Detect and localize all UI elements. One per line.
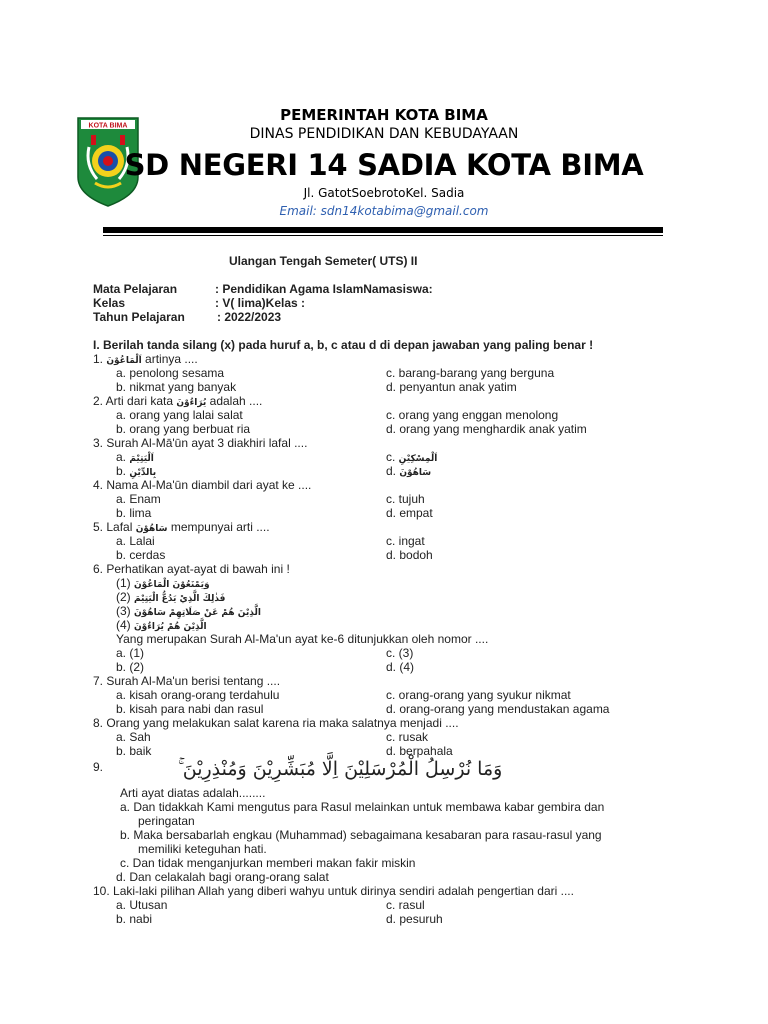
question-2: 2. Arti dari kata يُرَاءُوْنَ adalah ....	[93, 394, 263, 408]
q6-option-b: b. (2)	[116, 660, 145, 674]
header-divider-thin	[103, 235, 663, 236]
question-7: 7. Surah Al-Ma'un berisi tentang ....	[93, 674, 281, 688]
q9-option-d: d. Dan celakalah bagi orang-orang salat	[116, 870, 329, 884]
q6-verse-1: (1) وَيَمْنَعُوْنَ الْمَاعُوْنَ	[116, 576, 210, 590]
q6-option-a: a. (1)	[116, 646, 145, 660]
government-name: PEMERINTAH KOTA BIMA	[280, 106, 488, 124]
q7-option-d: d. orang-orang yang mendustakan agama	[386, 702, 610, 716]
q9-option-a-cont: peringatan	[138, 814, 195, 828]
instruction: I. Berilah tanda silang (x) pada huruf a, b, c atau d di depan jawaban yang paling benar !	[93, 338, 594, 352]
q3-option-d: d. سَاهُوْنَ	[386, 464, 432, 478]
q5-option-a: a. Lalai	[116, 534, 155, 548]
q4-option-b: b. lima	[116, 506, 152, 520]
q4-option-c: c. tujuh	[386, 492, 425, 506]
q10-option-d: d. pesuruh	[386, 912, 443, 926]
q9-option-b-cont: memiliki keteguhan hati.	[138, 842, 267, 856]
class-label: Kelas	[93, 296, 126, 310]
q3-option-c: c. اَلْمِسْكِيْنِ	[386, 450, 438, 464]
question-4: 4. Nama Al-Ma'ūn diambil dari ayat ke ....	[93, 478, 312, 492]
q2-option-d: d. orang yang menghardik anak yatim	[386, 422, 587, 436]
q6-verse-2: (2) فَذٰلِكَ الَّذِيْ يَدُعُّ الْيَتِيْمَ	[116, 590, 226, 604]
question-8: 8. Orang yang melakukan salat karena ria maka salatnya menjadi ....	[93, 716, 459, 730]
question-3: 3. Surah Al-Mā'ūn ayat 3 diakhiri lafal ....	[93, 436, 308, 450]
header-divider	[103, 227, 663, 233]
q2-option-a: a. orang yang lalai salat	[116, 408, 243, 422]
q6-option-d: d. (4)	[386, 660, 415, 674]
school-name: SD NEGERI 14 SADIA KOTA BIMA	[124, 148, 644, 182]
q2-option-b: b. orang yang berbuat ria	[116, 422, 251, 436]
exam-title: Ulangan Tengah Semeter( UTS) II	[229, 254, 418, 268]
year-label: Tahun Pelajaran	[93, 310, 185, 324]
year-value: : 2022/2023	[217, 310, 282, 324]
q9-arabic-verse: وَمَا نُرْسِلُ الْمُرْسَلِيْنَ اِلَّا مُبَشِّرِيْنَ وَمُنْذِرِيْنَ ۚ	[178, 758, 503, 780]
q2-option-c: c. orang yang enggan menolong	[386, 408, 559, 422]
q5-option-c: c. ingat	[386, 534, 425, 548]
q10-option-b: b. nabi	[116, 912, 153, 926]
subject-label: Mata Pelajaran	[93, 282, 178, 296]
department-name: DINAS PENDIDIKAN DAN KEBUDAYAAN	[249, 126, 519, 142]
q7-option-a: a. kisah orang-orang terdahulu	[116, 688, 280, 702]
q7-option-c: c. orang-orang yang syukur nikmat	[386, 688, 571, 702]
q10-option-a: a. Utusan	[116, 898, 168, 912]
q6-verse-3: (3) الَّذِيْنَ هُمْ عَنْ صَلَاتِهِمْ سَاهُوْنَ	[116, 604, 261, 618]
subject-value: : Pendidikan Agama IslamNamasiswa:	[215, 282, 433, 296]
question-9: Arti ayat diatas adalah........	[120, 786, 266, 800]
school-email: Email: sdn14kotabima@gmail.com	[279, 204, 489, 218]
q9-option-b: b. Maka bersabarlah engkau (Muhammad) sebagaimana kesabaran para rasau-rasul yang	[120, 828, 602, 842]
q4-option-a: a. Enam	[116, 492, 161, 506]
q8-option-d: d. berpahala	[386, 744, 453, 758]
q10-option-c: c. rasul	[386, 898, 425, 912]
question-6: 6. Perhatikan ayat-ayat di bawah ini !	[93, 562, 290, 576]
q8-option-c: c. rusak	[386, 730, 429, 744]
q3-option-b: b. بِالدِّيْنِ	[116, 464, 157, 478]
school-address: Jl. GatotSoebrotoKel. Sadia	[303, 186, 465, 200]
question-5: 5. Lafal سَاهُوْنَ mempunyai arti ....	[93, 520, 270, 534]
q8-option-a: a. Sah	[116, 730, 151, 744]
q5-option-d: d. bodoh	[386, 548, 433, 562]
q1-option-b: b. nikmat yang banyak	[116, 380, 237, 394]
q6-follow: Yang merupakan Surah Al-Ma'un ayat ke-6 ditunjukkan oleh nomor ....	[116, 632, 489, 646]
q7-option-b: b. kisah para nabi dan rasul	[116, 702, 264, 716]
question-9-number: 9.	[93, 760, 104, 774]
q9-option-a: a. Dan tidakkah Kami mengutus para Rasul melainkan untuk membawa kabar gembira dan	[120, 800, 605, 814]
q3-option-a: a. اَلْيَتِيْمَ	[116, 450, 154, 464]
q9-option-c: c. Dan tidak menganjurkan memberi makan fakir miskin	[120, 856, 416, 870]
q1-option-a: a. penolong sesama	[116, 366, 225, 380]
q1-option-c: c. barang-barang yang berguna	[386, 366, 555, 380]
q6-option-c: c. (3)	[386, 646, 414, 660]
question-1: 1. اَلْمَاعُوْنَ artinya ....	[93, 352, 198, 366]
logo-text: KOTA BIMA	[88, 122, 128, 130]
q5-option-b: b. cerdas	[116, 548, 166, 562]
q4-option-d: d. empat	[386, 506, 433, 520]
class-value: : V( lima)Kelas :	[215, 296, 306, 310]
question-10: 10. Laki-laki pilihan Allah yang diberi wahyu untuk dirinya sendiri adalah pengertian dari ....	[93, 884, 574, 898]
q1-option-d: d. penyantun anak yatim	[386, 380, 517, 394]
q8-option-b: b. baik	[116, 744, 152, 758]
q6-verse-4: (4) الَّذِيْنَ هُمْ يُرَاءُوْنَ	[116, 618, 207, 632]
